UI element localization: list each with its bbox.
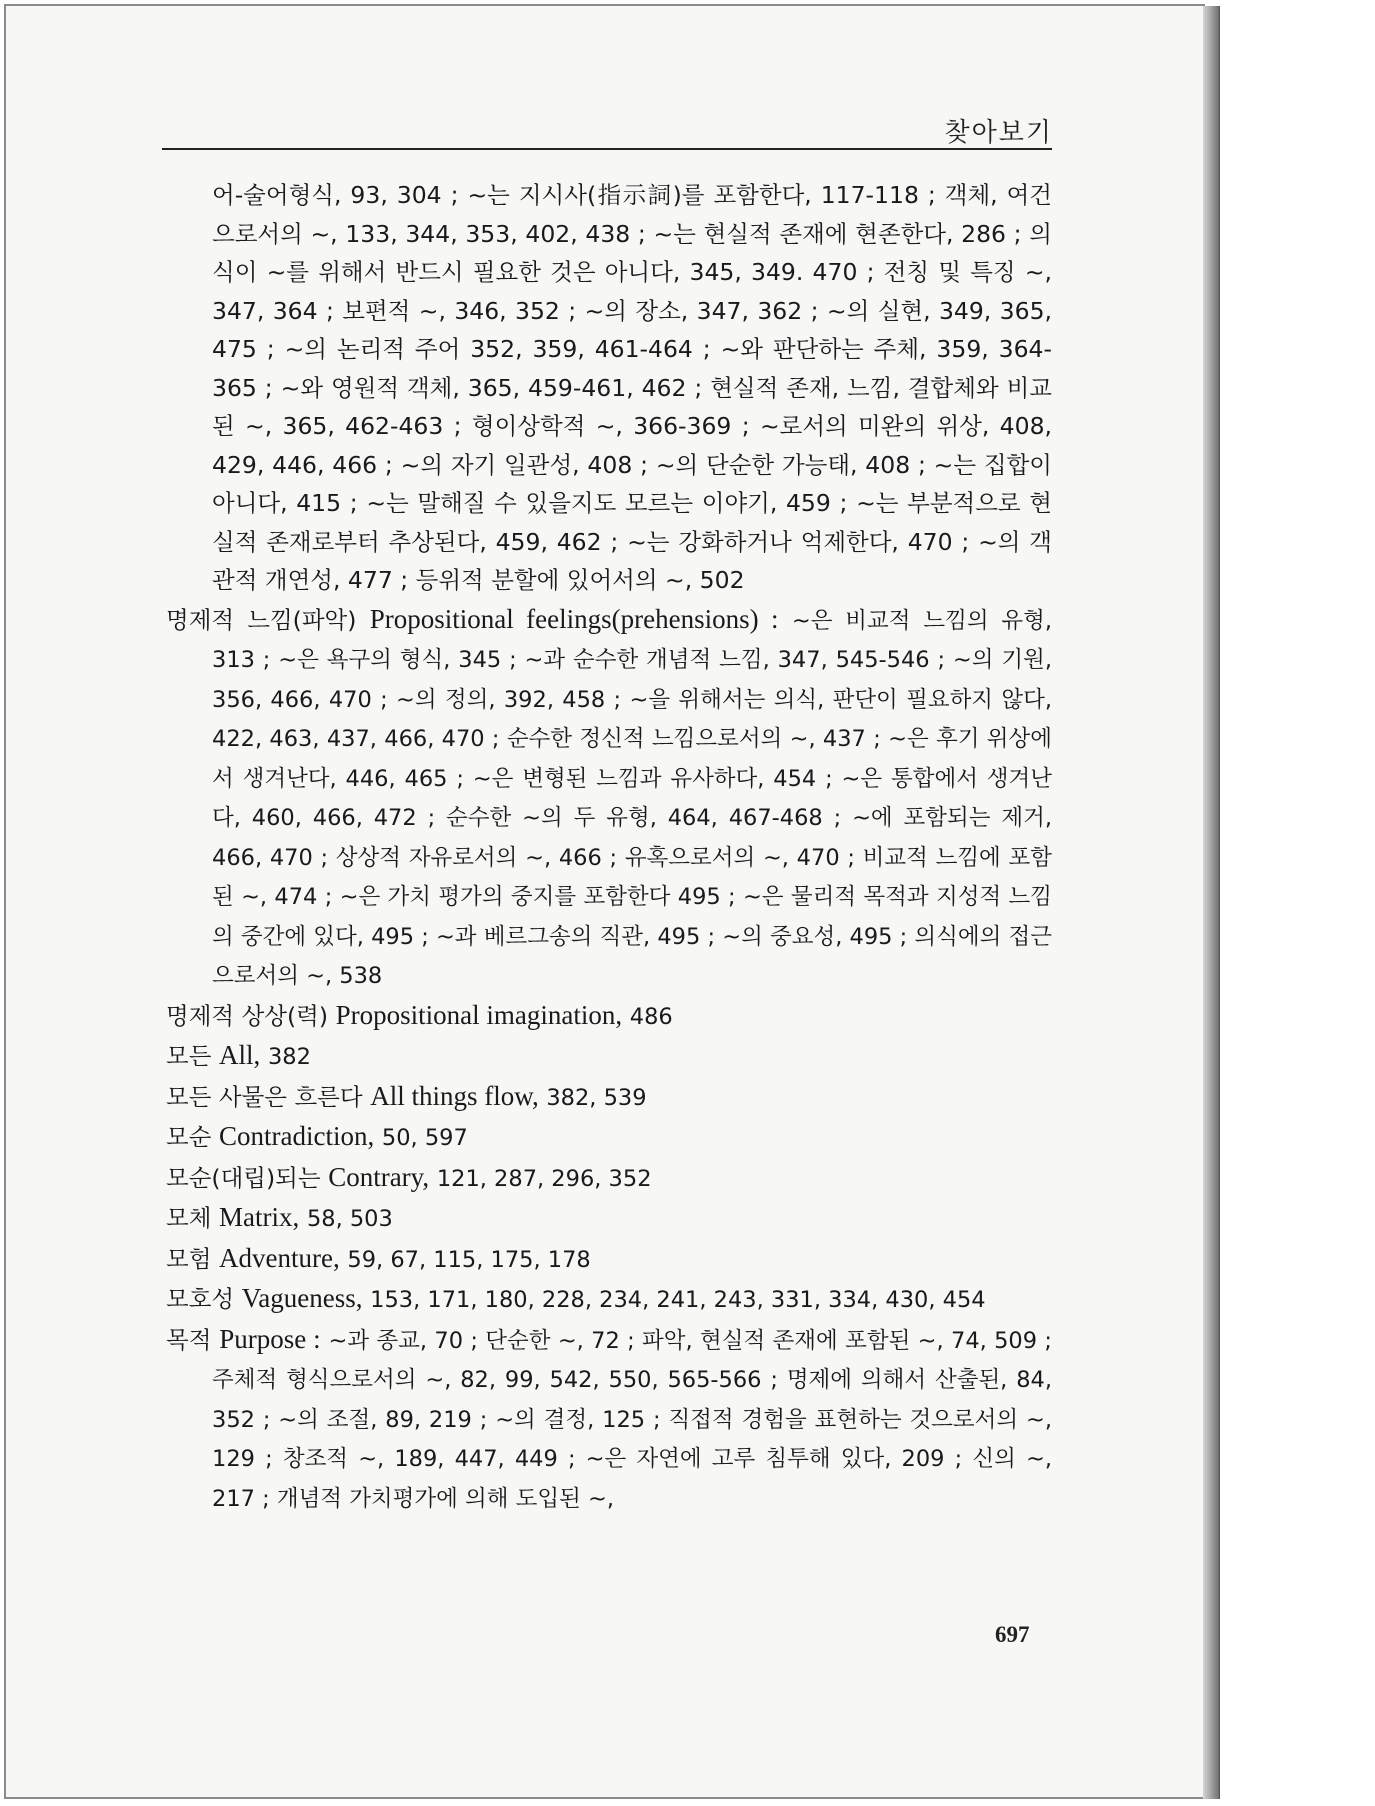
index-entries [166, 176, 1052, 1518]
entry-refs: ~은 비교적 느낌의 유형, 313 ; ~은 욕구의 형식, 345 ; ~과 순수한 개념적 느낌, 347, 545-546 ; ~의 기원, 356, 466, 470 ; ~의 정의, 392, 458 ; ~을 위해서는 의식, 판단이 필요하지 않다, 422, 463, 437, 466, 470 ; 순수한 정신적 느낌으로서의 ~, 437 ; ~은 후기 위상에서 생겨난다, 446, 465 ; ~은 변형된 느낌과 유사하다, 454 ; ~은 통합에서 생겨난다, 460, 466, 472 ; 순수한 ~의 두 유형, 464, 467-468 ; ~에 포함되는 제거, 466, 470 ; 상상적 자유로서의 ~, 466 ; 유혹으로서의 ~, 470 ; 비교적 느낌에 포함된 ~, 474 ; ~은 가치 평가의 중지를 포함한다 495 ; ~은 물리적 목적과 지성적 느낌의 중간에 있다, 495 ; ~과 베르그송의 직관, 495 ; ~의 중요성, 495 ; 의식에의 접근으로서의 ~, 538 [212, 607, 1053, 989]
entry-english: Propositional imagination, [335, 999, 623, 1030]
index-entry-continuation [166, 176, 1052, 600]
entry-term: 목적 [166, 1325, 212, 1354]
entry-english: Adventure, [219, 1242, 340, 1273]
entry-continuation-text: 어-술어형식, 93, 304 ; ~는 지시사(指示詞)를 포함한다, 117-118 ; 객체, 여건으로서의 ~, 133, 344, 353, 402, 438 ; ~는 현실적 존재에 현존한다, 286 ; 의식이 ~를 위해서 반드시 필요한 것은 아니다, 345, 349. 470 ; 전칭 및 특징 ~, 347, 364 ; 보편적 ~, 346, 352 ; ~의 장소, 347, 362 ; ~의 실현, 349, 365, 475 ; ~의 논리적 주어 352, 359, 461-464 ; ~와 판단하는 주체, 359, 364-365 ; ~와 영원적 객체, 365, 459-461, 462 ; 현실적 존재, 느낌, 결합체와 비교된 ~, 365, 462-463 ; 형이상학적 ~, 366-369 ; ~로서의 미완의 위상, 408, 429, 446, 466 ; ~의 자기 일관성, 408 ; ~의 단순한 가능태, 408 ; ~는 집합이 아니다, 415 ; ~는 말해질 수 있을지도 모르는 이야기, 459 ; ~는 부분적으로 현실적 존재로부터 추상된다, 459, 462 ; ~는 강화하거나 억제한다, 470 ; ~의 객관적 개연성, 477 ; 등위적 분할에 있어서의 ~, 502 [212, 181, 1052, 594]
index-entry [166, 1077, 1052, 1118]
entry-term: 모순 [166, 1123, 212, 1151]
entry-english: All, [219, 1040, 261, 1070]
entry-refs: 486 [629, 1003, 673, 1030]
header-rule [162, 148, 1052, 150]
running-head-title: 찾아보기 [944, 118, 1053, 148]
entry-refs: 58, 503 [306, 1206, 393, 1232]
entry-refs: 153, 171, 180, 228, 234, 241, 243, 331, 334, 430, 454 [370, 1287, 986, 1313]
entry-refs: 59, 67, 115, 175, 178 [347, 1246, 591, 1273]
entry-english: Contrary, [328, 1161, 430, 1192]
index-entry [166, 1198, 1052, 1239]
entry-english: Propositional feelings(prehensions) : [369, 603, 779, 634]
index-entry [166, 1239, 1052, 1280]
entry-refs: 50, 597 [381, 1125, 468, 1151]
book-spine-edge [1203, 6, 1220, 1799]
entry-term: 모체 [166, 1204, 212, 1232]
index-entry [166, 600, 1052, 996]
entry-english: All things flow, [370, 1080, 539, 1111]
index-entry [166, 1036, 1052, 1077]
entry-refs: ~과 종교, 70 ; 단순한 ~, 72 ; 파악, 현실적 존재에 포함된 ~, 74, 509 ; 주체적 형식으로서의 ~, 82, 99, 542, 550, 565-566 ; 명제에 의해서 산출된, 84, 352 ; ~의 조절, 89, 219 ; ~의 결정, 125 ; 직접적 경험을 표현하는 것으로서의 ~, 129 ; 창조적 ~, 189, 447, 449 ; ~은 자연에 고루 침투해 있다, 209 ; 신의 ~, 217 ; 개념적 가치평가에 의해 도입된 ~, [212, 1327, 1052, 1512]
entry-term: 모든 사물은 흐른다 [166, 1082, 363, 1111]
entry-refs: 382 [267, 1044, 311, 1070]
page-number: 697 [995, 1622, 1030, 1647]
entry-refs: 382, 539 [546, 1084, 647, 1111]
entry-term: 모호성 [166, 1285, 235, 1313]
entry-english: Purpose : [219, 1323, 321, 1354]
entry-term: 명제적 느낌(파악) [166, 605, 357, 634]
index-entry [166, 1279, 1052, 1320]
entry-term: 모순(대립)되는 [166, 1163, 321, 1192]
entry-english: Vagueness, [241, 1283, 363, 1313]
index-entry [166, 1158, 1052, 1199]
index-entry [166, 1117, 1052, 1158]
entry-english: Contradiction, [219, 1121, 375, 1151]
index-entry [166, 1320, 1052, 1519]
entry-term: 명제적 상상(력) [166, 1001, 329, 1030]
entry-term: 모든 [166, 1042, 212, 1070]
entry-term: 모험 [166, 1244, 212, 1273]
entry-refs: 121, 287, 296, 352 [436, 1165, 652, 1192]
entry-english: Matrix, [219, 1202, 300, 1232]
index-entry [166, 996, 1052, 1037]
